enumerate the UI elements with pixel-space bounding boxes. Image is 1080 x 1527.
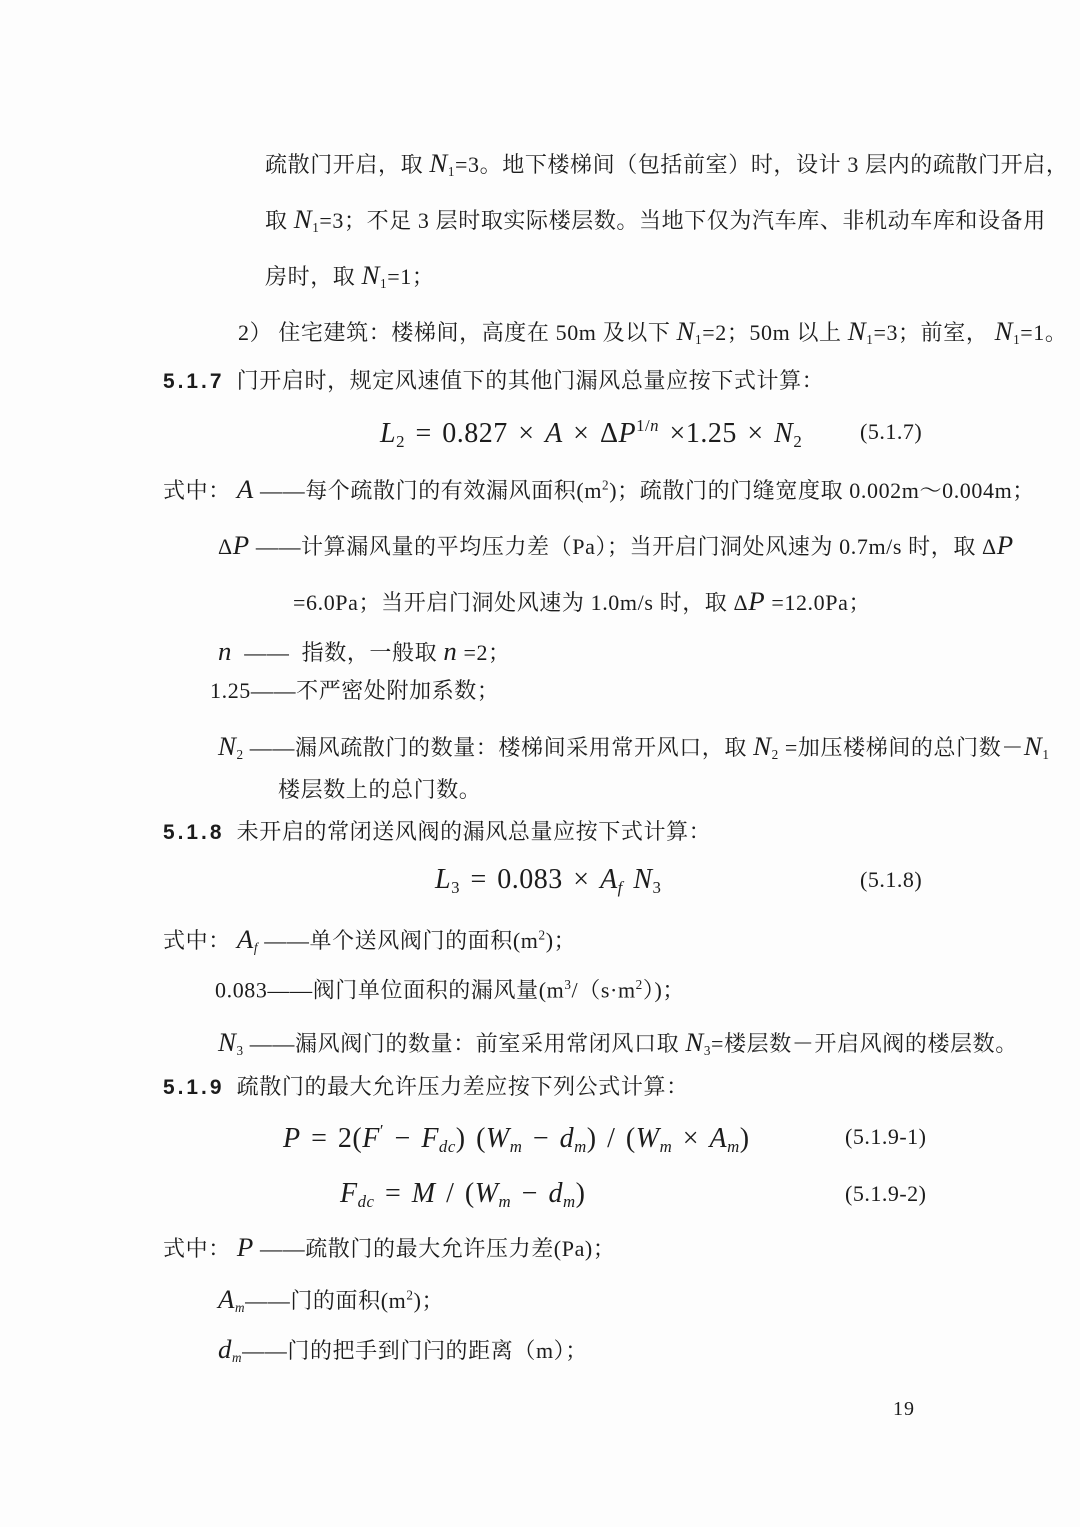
text-run: 楼层数上的总门数。 [278, 777, 482, 802]
text-run: × Δ [562, 417, 619, 449]
text-run: 式中： [163, 928, 237, 953]
text-run: P [748, 586, 766, 616]
text-run: 1 [312, 219, 320, 235]
text-run: 1 [447, 163, 456, 179]
text-run: ——计算漏风量的平均压力差（Pa）；当开启门洞处风速为 0.7m/s 时，取 [249, 534, 983, 559]
text-run: =3；不足 3 层时取实际楼层数。当地下仅为汽车库、非机动车库和设备用 [319, 208, 1046, 233]
text-run: 1 [695, 331, 703, 347]
formula-5-1-7 [380, 418, 802, 451]
eq-number-5-1-9-1: (5.1.9-1) [845, 1124, 927, 1149]
text-run: )；疏散门的门缝宽度取 0.002m～0.004m； [609, 478, 1035, 503]
text-run: 2 [602, 477, 610, 493]
text-run: N [676, 316, 696, 346]
clause-5-1-7-heading [163, 370, 824, 393]
text-run: f [253, 939, 259, 955]
text-run: A [236, 924, 254, 954]
text-run: N [994, 316, 1014, 346]
text-run: m [509, 1136, 523, 1156]
text-run: n [650, 416, 660, 435]
text-run: W [474, 1178, 499, 1209]
text-run: N [361, 260, 381, 290]
text-run: 5.1.7 [163, 370, 225, 393]
text-run: ）)； [642, 977, 686, 1003]
text-run: W [485, 1122, 510, 1154]
text-run: 2 [538, 927, 546, 943]
text-run: ——漏风阀门的数量：前室采用常闭风口取 [243, 1031, 686, 1056]
text-run: ′ [379, 1121, 385, 1140]
text-run: =1。 [1020, 320, 1068, 345]
text-run: =6.0Pa；当开启门洞处风速为 1.0m/s 时，取 [293, 590, 734, 615]
text-run: 5.1.9 [163, 1076, 225, 1099]
text-run: ) / ( [586, 1122, 636, 1154]
text-run: =3；前室， [873, 320, 995, 345]
text-run: N [847, 316, 867, 346]
text-run: dc [438, 1136, 456, 1156]
text-run: )； [545, 928, 577, 953]
text-run: 1 [866, 331, 874, 347]
text-run: 房时，取 [265, 264, 362, 289]
text-run: A [545, 417, 563, 449]
text-run: W [635, 1122, 660, 1154]
text-run: 2 [771, 746, 779, 762]
text-run: N [685, 1027, 704, 1057]
text-run: ——漏风疏散门的数量：楼梯间采用常开风口，取 [243, 735, 754, 760]
formula-5-1-9-2 [340, 1180, 585, 1211]
text-run: ×1.25 × [659, 417, 775, 449]
where-clause-dm [218, 1336, 588, 1364]
where-clause-1-25 [210, 680, 500, 702]
text-run: 2 [635, 977, 643, 992]
text-run: f [617, 878, 623, 898]
text-run: n [443, 636, 458, 666]
text-run: 3 [652, 878, 662, 898]
text-run [623, 864, 634, 895]
text-run: = [374, 1178, 412, 1209]
text-run: 1 [1042, 746, 1050, 762]
text-run: d [218, 1334, 233, 1364]
text-run: =加压楼梯间的总门数－ [778, 735, 1024, 760]
text-run: —— 指数，一般取 [232, 640, 444, 665]
text-run: 1 [380, 275, 388, 291]
where-clause-N3 [218, 1029, 1018, 1057]
text-run: 2 [793, 431, 803, 451]
text-run: 5.1.8 [163, 821, 225, 844]
text-run: N [633, 864, 653, 895]
text-run: A [709, 1122, 728, 1154]
text-run: Δ [982, 534, 997, 559]
text-run: M [411, 1178, 436, 1209]
text-run: 2 [406, 1287, 414, 1303]
text-run: =2；50m 以上 [702, 320, 848, 345]
text-run: 0.083——阀门单位面积的漏风量(m [215, 977, 565, 1003]
text-run: 3 [451, 878, 460, 898]
text-run: = 2( [300, 1122, 363, 1154]
text-run: m [659, 1136, 673, 1156]
text-run: N [774, 417, 794, 449]
text-run: ) [739, 1122, 750, 1154]
text-run: d [559, 1122, 575, 1154]
text-run: − [522, 1122, 560, 1154]
text-run: P [996, 530, 1014, 560]
text-run: 3 [564, 977, 572, 992]
text-run: L [380, 417, 397, 449]
where-clause-0-083 [215, 978, 685, 1002]
text-run: 取 [265, 208, 294, 233]
text-run: Δ [218, 534, 233, 559]
text-run: ——门的把手到门闩的距离（m）； [242, 1338, 588, 1363]
text-run: P [236, 1232, 254, 1262]
text-run: N [218, 731, 237, 761]
text-run: − [511, 1178, 549, 1209]
text-run: N [1023, 731, 1043, 761]
text-run: 2） 住宅建筑：楼梯间，高度在 50m 及以下 [238, 320, 677, 345]
list-item-2-residential [238, 318, 1067, 346]
text-run: m [498, 1192, 512, 1212]
text-run: 式中： [163, 478, 237, 503]
text-run: P [232, 530, 250, 560]
eq-number-5-1-8: (5.1.8) [860, 867, 923, 892]
text-run: N [753, 731, 772, 761]
text-run: 疏散门开启，取 [265, 152, 430, 177]
paragraph-continuation-line-3 [265, 262, 434, 290]
text-run: F [362, 1122, 380, 1154]
text-run: ——疏散门的最大允许压力差(Pa)； [253, 1236, 616, 1261]
text-run: = 0.827 × [404, 417, 546, 449]
text-run: n [218, 636, 233, 666]
text-run: N [218, 1027, 237, 1057]
text-run: P [283, 1122, 301, 1154]
text-run: dc [357, 1192, 375, 1212]
text-run: 1 [1013, 331, 1021, 347]
text-run: ) ( [455, 1122, 486, 1154]
eq-number-5-1-7: (5.1.7) [860, 419, 923, 444]
text-run: N [293, 204, 313, 234]
text-run: A [218, 1284, 235, 1314]
text-run: ) [575, 1178, 586, 1209]
text-run: m [574, 1136, 587, 1156]
eq-number-5-1-9-2: (5.1.9-2) [845, 1181, 927, 1206]
text-run: − [384, 1122, 422, 1154]
text-run: 门开启时，规定风速值下的其他门漏风总量应按下式计算： [224, 368, 825, 393]
text-run: =楼层数－开启风阀的楼层数。 [711, 1031, 1018, 1056]
text-run: 1/ [636, 416, 651, 435]
text-run: × [672, 1122, 710, 1154]
where-clause-Am [218, 1286, 444, 1314]
text-run: A [236, 474, 254, 504]
text-run: P [618, 417, 637, 449]
text-run: 式中： [163, 1236, 237, 1261]
text-run: =1； [387, 264, 435, 289]
text-run: F [421, 1122, 439, 1154]
text-run: =3。地下楼梯间（包括前室）时，设计 3 层内的疏散门开启， [455, 152, 1069, 177]
text-run: m [235, 1299, 246, 1315]
formula-5-1-8 [435, 866, 661, 897]
text-run: m [232, 1349, 243, 1365]
text-run: = 0.083 × [459, 864, 601, 895]
text-run: N [429, 148, 448, 178]
text-run: ——单个送风阀门的面积(m [258, 928, 539, 953]
text-run: ——门的面积(m [245, 1288, 407, 1313]
paragraph-continuation-line-1 [265, 150, 1068, 178]
text-run: d [548, 1178, 563, 1209]
text-run: Δ [733, 590, 749, 615]
where-clause-Af [163, 926, 576, 954]
where-clause-N2-continuation [278, 779, 481, 801]
text-run: 3 [236, 1042, 244, 1058]
where-clause-N2 [218, 733, 1050, 761]
text-run: 1.25——不严密处附加系数； [210, 678, 500, 703]
where-clause-P [163, 1234, 615, 1261]
text-run: 2 [236, 746, 244, 762]
clause-5-1-8-heading [163, 821, 711, 844]
clause-5-1-9-heading [163, 1076, 689, 1099]
formula-5-1-9-1 [283, 1123, 750, 1156]
where-clause-deltaP [218, 532, 1014, 559]
page-number: 19 [893, 1398, 915, 1420]
text-run: 疏散门的最大允许压力差应按下列公式计算： [224, 1074, 689, 1099]
text-run: 3 [703, 1042, 712, 1058]
text-run: m [562, 1192, 576, 1212]
text-run: =12.0Pa； [765, 590, 872, 615]
text-run: /（s·m [571, 977, 636, 1003]
where-clause-n [218, 638, 511, 665]
where-clause-A [163, 476, 1035, 503]
paragraph-continuation-line-2 [265, 206, 1046, 234]
text-run: F [340, 1178, 358, 1209]
text-run: )； [413, 1288, 445, 1313]
text-run: ——每个疏散门的有效漏风面积(m [253, 478, 603, 503]
text-run: 2 [396, 431, 405, 451]
text-run: m [727, 1136, 740, 1156]
text-run: A [600, 864, 618, 895]
text-run: =2； [457, 640, 511, 665]
text-run: L [435, 864, 452, 895]
where-clause-deltaP-continuation [293, 588, 871, 615]
text-run: 未开启的常闭送风阀的漏风总量应按下式计算： [224, 819, 712, 844]
text-run: / ( [435, 1178, 475, 1209]
